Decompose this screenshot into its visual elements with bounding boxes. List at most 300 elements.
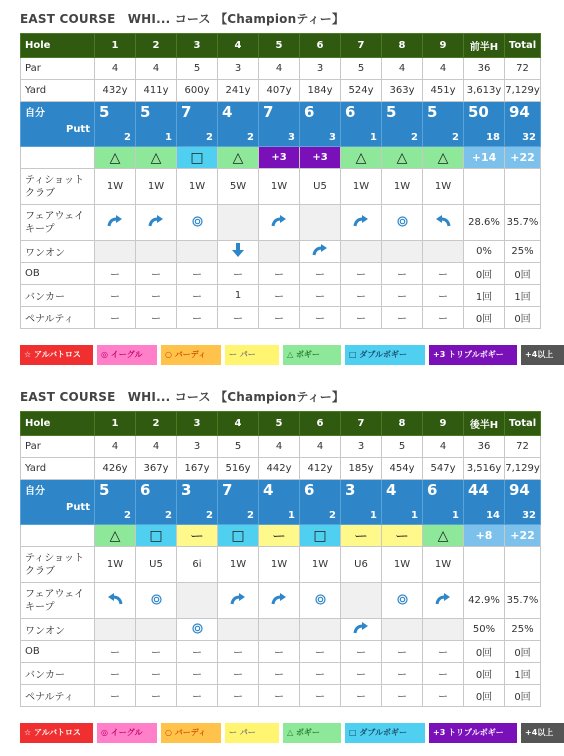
right-arrow-icon — [353, 626, 369, 637]
one-on-cell — [95, 241, 136, 263]
hole-score-cell[interactable] — [259, 480, 300, 525]
hole-number: 7 — [341, 412, 382, 436]
fairway-cell — [136, 583, 177, 619]
result-symbol: ー — [272, 528, 286, 545]
bunker-value: ー — [136, 285, 177, 307]
one-on-cell — [300, 241, 341, 263]
ob-value: ー — [136, 263, 177, 285]
one-on-label: ワンオン — [21, 241, 95, 263]
bunker-subtotal: 0回 — [464, 663, 505, 685]
penalty-value: ー — [136, 307, 177, 329]
fairway-cell — [382, 205, 423, 241]
putt-total: 32 — [522, 510, 536, 521]
hole-number: 2 — [136, 34, 177, 58]
hole-score-cell[interactable] — [382, 480, 423, 525]
bunker-label: バンカー — [21, 663, 95, 685]
one-on-cell — [136, 241, 177, 263]
ob-subtotal: 0回 — [464, 641, 505, 663]
putt-value: 2 — [124, 510, 131, 521]
putt-value: 1 — [452, 510, 459, 521]
back-nine-section — [0, 378, 554, 756]
penalty-value: ー — [218, 307, 259, 329]
par-total: 72 — [505, 58, 541, 80]
score-value: 5 — [386, 103, 397, 121]
par-value: 4 — [423, 58, 464, 80]
hole-number: 6 — [300, 412, 341, 436]
penalty-value: ー — [382, 685, 423, 707]
putt-value: 2 — [124, 132, 131, 143]
self-label: 自分 — [25, 486, 45, 497]
hole-score-cell[interactable] — [423, 480, 464, 525]
legend-par: ー パー — [225, 723, 279, 743]
right-arrow-icon — [435, 597, 451, 608]
yard-value: 407y — [259, 80, 300, 102]
ob-label: OB — [21, 263, 95, 285]
one-on-cell — [341, 619, 382, 641]
score-total-cell — [505, 102, 541, 147]
score-value: 6 — [345, 103, 356, 121]
yard-subtotal: 3,613y — [464, 80, 505, 102]
penalty-value: ー — [136, 685, 177, 707]
putt-value: 2 — [206, 510, 213, 521]
fairway-cell — [382, 583, 423, 619]
fairway-total: 35.7% — [505, 583, 541, 619]
par-value: 3 — [341, 436, 382, 458]
hole-number: 5 — [259, 412, 300, 436]
hole-score-cell[interactable] — [259, 102, 300, 147]
yard-value: 451y — [423, 80, 464, 102]
yard-value: 367y — [136, 458, 177, 480]
result-symbol: +3 — [271, 152, 287, 163]
hole-number: 4 — [218, 34, 259, 58]
tee-club-value: 5W — [218, 169, 259, 205]
legend-triple: +3 トリプルボギー — [429, 723, 517, 743]
ob-subtotal: 0回 — [464, 263, 505, 285]
penalty-value: ー — [423, 307, 464, 329]
bunker-total: 1回 — [505, 285, 541, 307]
hole-score-cell[interactable] — [300, 102, 341, 147]
result-symbol: □ — [149, 527, 163, 544]
total-header: Total — [505, 34, 541, 58]
course-title: EAST COURSE WHI... コース 【Championティー】 — [20, 12, 345, 26]
result-label — [21, 525, 95, 547]
yard-subtotal: 3,516y — [464, 458, 505, 480]
hole-score-cell[interactable] — [382, 102, 423, 147]
result-badge — [95, 525, 136, 547]
putt-value: 3 — [329, 132, 336, 143]
hole-number: 3 — [177, 34, 218, 58]
legend-bogey: △ ボギー — [283, 345, 341, 365]
par-value: 4 — [259, 436, 300, 458]
result-symbol: △ — [355, 149, 367, 166]
penalty-value: ー — [300, 307, 341, 329]
legend-plus4: +4以上 — [521, 723, 564, 743]
bunker-value: ー — [259, 285, 300, 307]
ob-value: ー — [423, 263, 464, 285]
one-on-subtotal: 50% — [464, 619, 505, 641]
putt-value: 1 — [165, 132, 172, 143]
yard-label: Yard — [21, 80, 95, 102]
fairway-cell — [95, 583, 136, 619]
par-value: 4 — [95, 58, 136, 80]
penalty-value: ー — [177, 307, 218, 329]
yard-total: 7,129y — [505, 458, 541, 480]
penalty-total: 0回 — [505, 685, 541, 707]
bunker-value: ー — [259, 663, 300, 685]
par-subtotal: 36 — [464, 436, 505, 458]
score-value: 6 — [304, 103, 315, 121]
par-value: 3 — [300, 58, 341, 80]
par-label: Par — [21, 436, 95, 458]
fairway-cell — [300, 205, 341, 241]
hole-score-cell[interactable] — [341, 102, 382, 147]
tee-club-subtotal — [464, 169, 505, 205]
result-badge — [341, 525, 382, 547]
tee-club-value: 1W — [382, 169, 423, 205]
result-badge — [136, 147, 177, 169]
result-symbol: △ — [150, 149, 162, 166]
tee-club-value: 1W — [423, 547, 464, 583]
legend-albatross: ☆ アルバトロス — [20, 723, 93, 743]
penalty-value: ー — [341, 685, 382, 707]
score-total: 94 — [509, 103, 530, 121]
scorecard-table — [20, 33, 541, 329]
right-arrow-icon — [107, 219, 123, 230]
down-arrow-icon — [232, 249, 244, 260]
putt-value: 1 — [288, 510, 295, 521]
result-symbol: □ — [231, 527, 245, 544]
score-value: 5 — [427, 103, 438, 121]
tee-club-value: U6 — [341, 547, 382, 583]
par-value: 4 — [300, 436, 341, 458]
ob-value: ー — [259, 641, 300, 663]
putt-value: 2 — [247, 132, 254, 143]
one-on-cell — [177, 619, 218, 641]
penalty-value: ー — [95, 307, 136, 329]
fairway-cell — [218, 205, 259, 241]
result-badge — [423, 147, 464, 169]
hole-score-cell[interactable] — [177, 480, 218, 525]
one-on-cell — [300, 619, 341, 641]
fairway-cell — [423, 205, 464, 241]
hole-score-cell[interactable] — [218, 480, 259, 525]
scorecard-table — [20, 411, 541, 707]
penalty-value: ー — [341, 307, 382, 329]
yard-value: 363y — [382, 80, 423, 102]
hole-score-cell[interactable] — [136, 102, 177, 147]
score-subtotal: 50 — [468, 103, 489, 121]
one-on-cell — [177, 241, 218, 263]
result-badge — [136, 525, 177, 547]
one-on-cell — [259, 241, 300, 263]
one-on-subtotal: 0% — [464, 241, 505, 263]
hole-score-cell[interactable] — [95, 102, 136, 147]
par-value: 4 — [423, 436, 464, 458]
bunker-value: ー — [177, 285, 218, 307]
score-legend — [20, 723, 564, 743]
hole-number: 5 — [259, 34, 300, 58]
result-label — [21, 147, 95, 169]
result-badge — [341, 147, 382, 169]
penalty-value: ー — [382, 307, 423, 329]
one-on-cell — [382, 619, 423, 641]
fairway-subtotal: 28.6% — [464, 205, 505, 241]
hole-number: 1 — [95, 34, 136, 58]
bunker-value: ー — [423, 663, 464, 685]
yard-value: 600y — [177, 80, 218, 102]
score-value: 6 — [427, 481, 438, 499]
bunker-value: ー — [423, 285, 464, 307]
bunker-value: ー — [136, 663, 177, 685]
ob-value: ー — [136, 641, 177, 663]
tee-club-total — [505, 169, 541, 205]
result-subtotal: +8 — [464, 525, 505, 547]
fairway-total: 35.7% — [505, 205, 541, 241]
bunker-subtotal: 1回 — [464, 285, 505, 307]
result-badge — [259, 147, 300, 169]
subtotal-header: 前半H — [464, 34, 505, 58]
fairway-cell — [341, 205, 382, 241]
score-legend — [20, 345, 564, 365]
tee-club-value: 1W — [177, 169, 218, 205]
penalty-label: ペナルティ — [21, 307, 95, 329]
result-symbol: △ — [232, 149, 244, 166]
putt-value: 2 — [411, 132, 418, 143]
ob-value: ー — [382, 641, 423, 663]
result-badge — [300, 147, 341, 169]
result-symbol: △ — [437, 149, 449, 166]
tee-club-value: 1W — [300, 547, 341, 583]
legend-double: □ ダブルボギー — [345, 345, 425, 365]
ob-value: ー — [177, 641, 218, 663]
tee-club-value: 1W — [136, 169, 177, 205]
putt-value: 3 — [288, 132, 295, 143]
putt-value: 2 — [165, 510, 172, 521]
result-badge — [259, 525, 300, 547]
par-value: 4 — [382, 58, 423, 80]
putt-subtotal: 18 — [486, 132, 500, 143]
one-on-cell — [136, 619, 177, 641]
one-on-cell — [423, 241, 464, 263]
par-value: 5 — [341, 58, 382, 80]
ob-value: ー — [95, 641, 136, 663]
right-arrow-icon — [230, 597, 246, 608]
tee-club-value: 1W — [218, 547, 259, 583]
bunker-value: ー — [341, 663, 382, 685]
result-symbol: ー — [190, 528, 204, 545]
penalty-value: ー — [177, 685, 218, 707]
score-value: 6 — [140, 481, 151, 499]
bunker-value: 1 — [218, 285, 259, 307]
result-badge — [218, 147, 259, 169]
result-symbol: △ — [437, 527, 449, 544]
hole-number: 9 — [423, 412, 464, 436]
hole-number: 8 — [382, 412, 423, 436]
tee-club-value: 1W — [95, 547, 136, 583]
yard-value: 167y — [177, 458, 218, 480]
result-badge — [177, 525, 218, 547]
penalty-total: 0回 — [505, 307, 541, 329]
par-value: 3 — [177, 436, 218, 458]
result-badge — [423, 525, 464, 547]
putt-value: 2 — [247, 510, 254, 521]
bunker-value: ー — [300, 285, 341, 307]
hole-score-cell[interactable] — [218, 102, 259, 147]
par-value: 4 — [136, 436, 177, 458]
fairway-cell — [136, 205, 177, 241]
tee-club-label: ティショット クラブ — [21, 169, 95, 205]
score-subtotal-cell — [464, 480, 505, 525]
hole-score-cell[interactable] — [423, 102, 464, 147]
fairway-cell — [95, 205, 136, 241]
putt-value: 1 — [370, 510, 377, 521]
legend-albatross: ☆ アルバトロス — [20, 345, 93, 365]
double-circle-icon — [151, 597, 162, 608]
yard-value: 184y — [300, 80, 341, 102]
putt-value: 1 — [411, 510, 418, 521]
one-on-cell — [423, 619, 464, 641]
score-total: 94 — [509, 481, 530, 499]
result-symbol: △ — [396, 149, 408, 166]
yard-value: 185y — [341, 458, 382, 480]
one-on-cell — [341, 241, 382, 263]
penalty-value: ー — [95, 685, 136, 707]
hole-score-cell[interactable] — [300, 480, 341, 525]
par-value: 5 — [218, 436, 259, 458]
tee-club-value: U5 — [300, 169, 341, 205]
tee-club-value: 1W — [95, 169, 136, 205]
one-on-total: 25% — [505, 619, 541, 641]
result-badge — [300, 525, 341, 547]
putt-value: 2 — [206, 132, 213, 143]
score-subtotal: 44 — [468, 481, 489, 499]
bunker-value: ー — [95, 663, 136, 685]
ob-value: ー — [95, 263, 136, 285]
penalty-value: ー — [218, 685, 259, 707]
par-total: 72 — [505, 436, 541, 458]
fairway-cell — [259, 205, 300, 241]
score-value: 5 — [140, 103, 151, 121]
total-header: Total — [505, 412, 541, 436]
result-symbol: □ — [190, 149, 204, 166]
hole-score-cell[interactable] — [177, 102, 218, 147]
double-circle-icon — [397, 219, 408, 230]
fairway-cell — [259, 583, 300, 619]
score-value: 6 — [304, 481, 315, 499]
tee-club-total — [505, 547, 541, 583]
yard-value: 442y — [259, 458, 300, 480]
yard-value: 426y — [95, 458, 136, 480]
double-circle-icon — [192, 219, 203, 230]
right-arrow-icon — [271, 597, 287, 608]
one-on-cell — [218, 619, 259, 641]
fairway-cell — [341, 583, 382, 619]
hole-number: 7 — [341, 34, 382, 58]
yard-value: 454y — [382, 458, 423, 480]
result-subtotal: +14 — [464, 147, 505, 169]
tee-club-value: 1W — [382, 547, 423, 583]
tee-club-value: 1W — [259, 169, 300, 205]
ob-total: 0回 — [505, 263, 541, 285]
self-score-label — [21, 480, 95, 525]
par-label: Par — [21, 58, 95, 80]
bunker-total: 1回 — [505, 663, 541, 685]
yard-total: 7,129y — [505, 80, 541, 102]
legend-eagle: ◎ イーグル — [97, 723, 157, 743]
penalty-subtotal: 0回 — [464, 685, 505, 707]
penalty-label: ペナルティ — [21, 685, 95, 707]
legend-par: ー パー — [225, 345, 279, 365]
hole-number: 3 — [177, 412, 218, 436]
left-arrow-icon — [107, 597, 123, 608]
hole-number: 8 — [382, 34, 423, 58]
hole-header: Hole — [21, 412, 95, 436]
result-badge — [218, 525, 259, 547]
ob-value: ー — [341, 263, 382, 285]
score-value: 3 — [181, 481, 192, 499]
fairway-label: フェアウェイ キープ — [21, 205, 95, 241]
hole-number: 6 — [300, 34, 341, 58]
legend-eagle: ◎ イーグル — [97, 345, 157, 365]
double-circle-icon — [315, 597, 326, 608]
putt-value: 2 — [329, 510, 336, 521]
bunker-value: ー — [218, 663, 259, 685]
tee-club-value: 1W — [341, 169, 382, 205]
legend-triple: +3 トリプルボギー — [429, 345, 517, 365]
hole-header: Hole — [21, 34, 95, 58]
yard-value: 524y — [341, 80, 382, 102]
putt-value: 2 — [452, 132, 459, 143]
ob-value: ー — [382, 263, 423, 285]
score-value: 7 — [222, 481, 233, 499]
bunker-value: ー — [95, 285, 136, 307]
putt-subtotal: 14 — [486, 510, 500, 521]
one-on-cell — [382, 241, 423, 263]
score-value: 5 — [99, 103, 110, 121]
result-badge — [382, 525, 423, 547]
putt-label: Putt — [65, 502, 90, 513]
ob-value: ー — [259, 263, 300, 285]
score-value: 5 — [99, 481, 110, 499]
penalty-subtotal: 0回 — [464, 307, 505, 329]
result-badge — [95, 147, 136, 169]
legend-double: □ ダブルボギー — [345, 723, 425, 743]
ob-label: OB — [21, 641, 95, 663]
right-arrow-icon — [148, 219, 164, 230]
hole-score-cell[interactable] — [95, 480, 136, 525]
ob-value: ー — [423, 641, 464, 663]
self-score-label — [21, 102, 95, 147]
one-on-label: ワンオン — [21, 619, 95, 641]
yard-value: 547y — [423, 458, 464, 480]
hole-score-cell[interactable] — [341, 480, 382, 525]
fairway-cell — [177, 583, 218, 619]
score-value: 7 — [181, 103, 192, 121]
bunker-value: ー — [341, 285, 382, 307]
right-arrow-icon — [271, 219, 287, 230]
par-value: 3 — [218, 58, 259, 80]
ob-value: ー — [300, 641, 341, 663]
putt-value: 1 — [370, 132, 377, 143]
one-on-total: 25% — [505, 241, 541, 263]
hole-number: 2 — [136, 412, 177, 436]
legend-plus4: +4以上 — [521, 345, 564, 365]
fairway-cell — [300, 583, 341, 619]
hole-score-cell[interactable] — [136, 480, 177, 525]
result-total: +22 — [505, 525, 541, 547]
self-label: 自分 — [25, 108, 45, 119]
result-symbol: ー — [354, 528, 368, 545]
